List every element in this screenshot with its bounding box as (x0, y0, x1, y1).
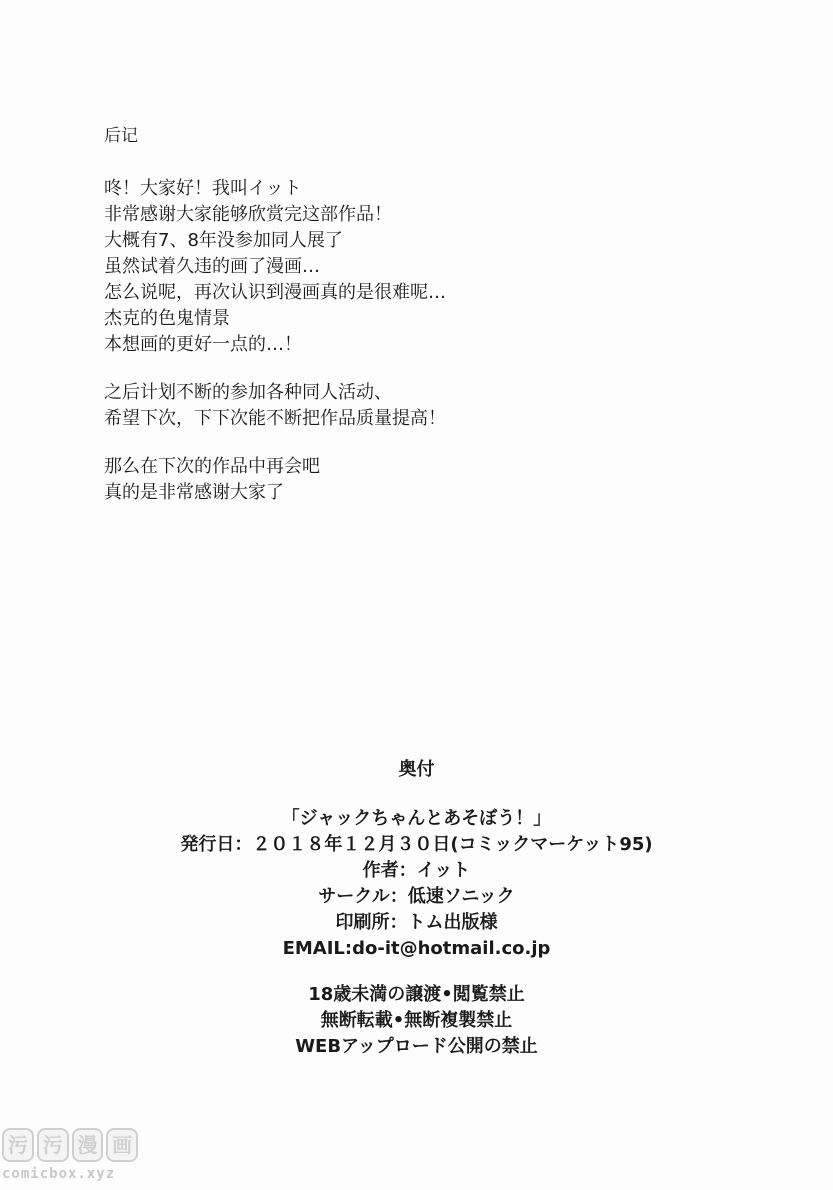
book-title: 「ジャックちゃんとあそぼう！」 (281, 808, 552, 829)
author: 作者：イット (362, 860, 471, 881)
afterword-line: 咚！大家好！我叫イット (104, 178, 302, 199)
colophon-info (0, 806, 833, 962)
publish-date: 発行日：２０１８年１２月３０日(コミックマーケット95) (180, 834, 653, 855)
afterword-line: 之后计划不断的参加各种同人活动、 (104, 382, 392, 403)
afterword-line: 非常感谢大家能够欣赏完这部作品！ (104, 204, 392, 225)
watermark-logo (2, 1128, 138, 1162)
watermark-glyph: 画 (106, 1128, 138, 1162)
notice-line: 18歳未満の譲渡•閲覧禁止 (308, 984, 525, 1005)
afterword-paragraph-3 (104, 454, 664, 506)
watermark-glyph: 污 (2, 1128, 34, 1162)
afterword-line: 大概有7、8年没参加同人展了 (104, 230, 343, 251)
printer: 印刷所：トム出版様 (335, 912, 498, 933)
watermark-glyph: 污 (37, 1128, 69, 1162)
colophon-notices (0, 982, 833, 1060)
afterword-line: 虽然试着久违的画了漫画… (104, 256, 320, 277)
colophon-title: 奥付 (398, 759, 435, 780)
spacer (0, 962, 833, 982)
afterword-line: 那么在下次的作品中再会吧 (104, 456, 320, 477)
afterword-paragraph-1 (104, 176, 664, 358)
afterword-line: 杰克的色鬼情景 (104, 308, 230, 329)
watermark-glyph: 漫 (72, 1128, 104, 1162)
afterword-line: 本想画的更好一点的…！ (104, 334, 302, 355)
afterword-line: 怎么说呢，再次认识到漫画真的是很难呢… (104, 282, 446, 303)
site-watermark (2, 1128, 138, 1188)
colophon-section (0, 758, 833, 1060)
afterword-line: 希望下次，下下次能不断把作品质量提高！ (104, 408, 446, 429)
notice-line: 無断転載•無断複製禁止 (320, 1010, 513, 1031)
afterword-line: 真的是非常感谢大家了 (104, 482, 284, 503)
circle: サークル：低速ソニック (318, 886, 515, 907)
afterword-paragraph-2 (104, 380, 664, 432)
afterword-section (104, 124, 664, 528)
afterword-heading: 后记 (104, 126, 138, 146)
contact-email: EMAIL:do-it@hotmail.co.jp (282, 938, 551, 959)
watermark-url: comicbox.xyz (2, 1166, 116, 1182)
notice-line: WEBアップロード公開の禁止 (295, 1036, 538, 1057)
